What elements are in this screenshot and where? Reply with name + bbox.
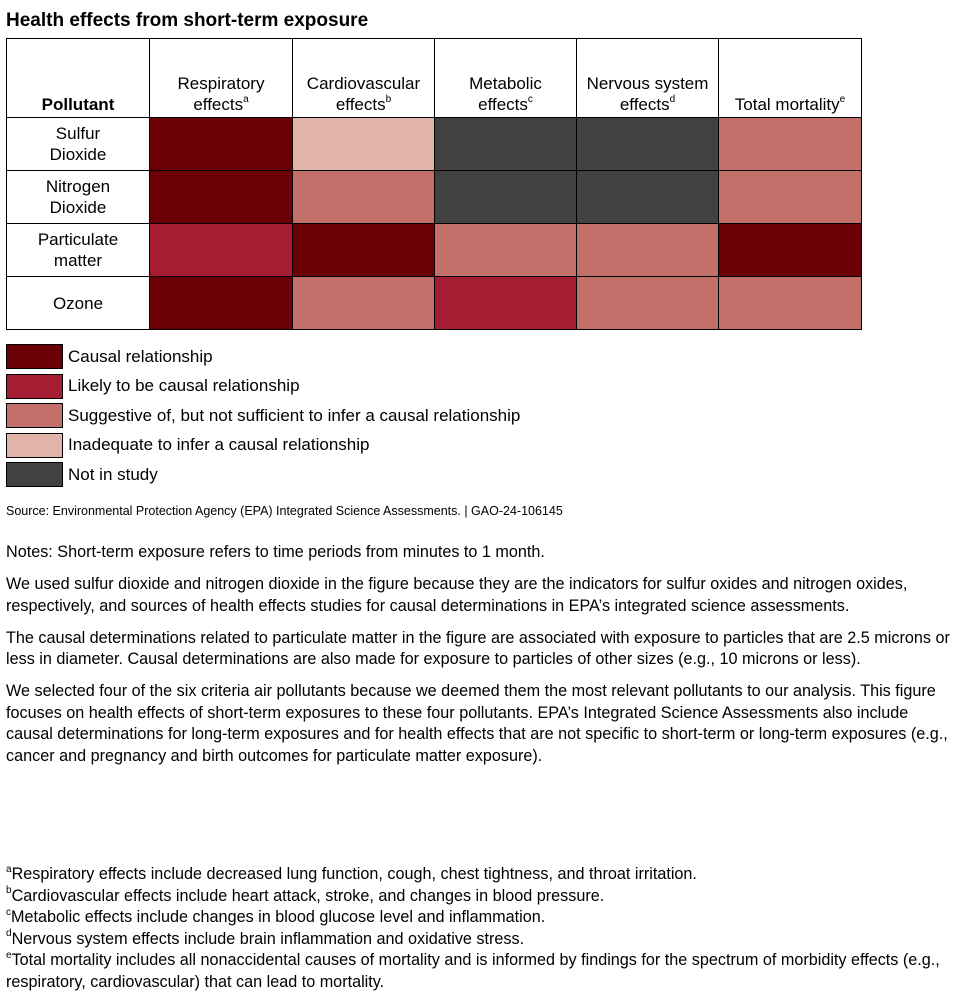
- heatmap-cell: [577, 118, 719, 171]
- footnote: [6, 950, 951, 993]
- column-header: [435, 39, 577, 118]
- footnote-text: Metabolic effects include changes in blood glucose level and inflammation.: [11, 908, 546, 926]
- legend-item: [6, 401, 520, 431]
- legend-label: Likely to be causal relationship: [68, 376, 300, 396]
- heatmap-cell: [150, 171, 293, 224]
- column-header-label: Total mortality: [734, 95, 840, 114]
- column-header: [150, 39, 293, 118]
- legend-swatch: [6, 374, 63, 399]
- footnote-text: Cardiovascular effects include heart attack, stroke, and changes in blood pressure.: [11, 886, 605, 905]
- footnote: [6, 864, 951, 886]
- note-paragraph: We used sulfur dioxide and nitrogen dioxide in the figure because they are the indicators for sulfur oxides and nitrogen oxides, respectively, and sources of health effects studies for causal determinations in EPA’s integrated science assessments.: [6, 575, 908, 615]
- column-header-label: Cardiovascular effects: [306, 74, 421, 114]
- heatmap-cell: [719, 224, 862, 277]
- heatmap-cell: [435, 118, 577, 171]
- heatmap-cell: [150, 118, 293, 171]
- legend-label: Suggestive of, but not sufficient to infer a causal relationship: [68, 405, 521, 425]
- table-row: [7, 171, 862, 224]
- legend-swatch: [6, 344, 63, 369]
- note-paragraph: We selected four of the six criteria air pollutants because we deemed them the most relevant pollutants to our analysis. This figure focuses on health effects of short-term exposures to these four pollutants. EPA’s Integrated Science Assessments also include causal determinations for long-term exposures and for health effects that are not specific to short-term or long-term exposures (e.g., cancer and pregnancy and birth outcomes for particulate matter exposure).: [6, 682, 948, 765]
- heatmap-cell: [293, 118, 435, 171]
- table-row: [7, 118, 862, 171]
- health-effects-table: [6, 38, 862, 330]
- column-header-label: Nervous system effects: [586, 74, 709, 114]
- pollutant-label: Ozone: [7, 277, 150, 330]
- heatmap-cell: [435, 171, 577, 224]
- footnotes: [6, 864, 951, 993]
- footnote-mark: c: [6, 906, 11, 918]
- footnote-mark: a: [6, 863, 12, 875]
- table-row: [7, 224, 862, 277]
- table-header-row: [7, 39, 862, 118]
- heatmap-cell: [435, 277, 577, 330]
- legend-label: Not in study: [68, 464, 158, 484]
- footnote-text: Total mortality includes all nonaccidental causes of mortality and is informed by findings for the spectrum of morbidity effects (e.g., respiratory, cardiovascular) that can lead to mortality.: [6, 951, 940, 991]
- footnote-mark: e: [839, 94, 846, 106]
- heatmap-cell: [577, 224, 719, 277]
- footnote-mark: a: [243, 94, 249, 106]
- heatmap-cell: [719, 277, 862, 330]
- legend-item: [6, 460, 520, 490]
- chart-title: Health effects from short-term exposure: [6, 10, 369, 31]
- heatmap-cell: [577, 277, 719, 330]
- legend-label: Causal relationship: [68, 346, 213, 366]
- heatmap-cell: [719, 171, 862, 224]
- footnote-mark: d: [6, 928, 12, 940]
- footnote-mark: d: [669, 94, 676, 106]
- heatmap-cell: [435, 224, 577, 277]
- footnote: [6, 929, 951, 951]
- pollutant-label: Sulfur Dioxide: [7, 118, 150, 171]
- heatmap-cell: [577, 171, 719, 224]
- note-paragraph: Notes: Short-term exposure refers to time periods from minutes to 1 month.: [6, 543, 545, 561]
- footnote-mark: c: [527, 94, 533, 106]
- legend: [6, 342, 520, 490]
- footnote-text: Nervous system effects include brain inflammation and oxidative stress.: [11, 929, 525, 948]
- column-header: [293, 39, 435, 118]
- heatmap-cell: [719, 118, 862, 171]
- pollutant-label: Particulate matter: [7, 224, 150, 277]
- footnote: [6, 886, 951, 908]
- legend-item: [6, 342, 520, 372]
- column-header: [7, 39, 150, 118]
- legend-swatch: [6, 433, 63, 458]
- heatmap-cell: [293, 277, 435, 330]
- column-header: [719, 39, 862, 118]
- legend-item: [6, 431, 520, 461]
- legend-swatch: [6, 462, 63, 487]
- column-header: [577, 39, 719, 118]
- legend-item: [6, 372, 520, 402]
- footnote-mark: b: [6, 885, 12, 897]
- source-line: Source: Environmental Protection Agency (EPA) Integrated Science Assessments. | GAO-24-106145: [6, 504, 563, 518]
- footnote-text: Respiratory effects include decreased lung function, cough, chest tightness, and throat irritation.: [11, 865, 697, 883]
- notes: [6, 542, 951, 778]
- footnote-mark: e: [6, 949, 12, 961]
- table-row: [7, 277, 862, 330]
- legend-swatch: [6, 403, 63, 428]
- column-header-label: Metabolic effects: [469, 74, 542, 114]
- note-paragraph: The causal determinations related to particulate matter in the figure are associated with exposure to particles that are 2.5 microns or less in diameter. Causal determinations are also made for exposure to particles of other sizes (e.g., 10 microns or less).: [6, 628, 950, 668]
- legend-label: Inadequate to infer a causal relationship: [68, 435, 370, 455]
- footnote: [6, 907, 951, 929]
- heatmap-cell: [293, 224, 435, 277]
- footnote-mark: b: [385, 94, 392, 106]
- column-header-label: Respiratory effects: [177, 74, 265, 114]
- pollutant-label: Nitrogen Dioxide: [7, 171, 150, 224]
- heatmap-cell: [150, 277, 293, 330]
- column-header-label: Pollutant: [41, 95, 115, 114]
- heatmap-cell: [293, 171, 435, 224]
- heatmap-cell: [150, 224, 293, 277]
